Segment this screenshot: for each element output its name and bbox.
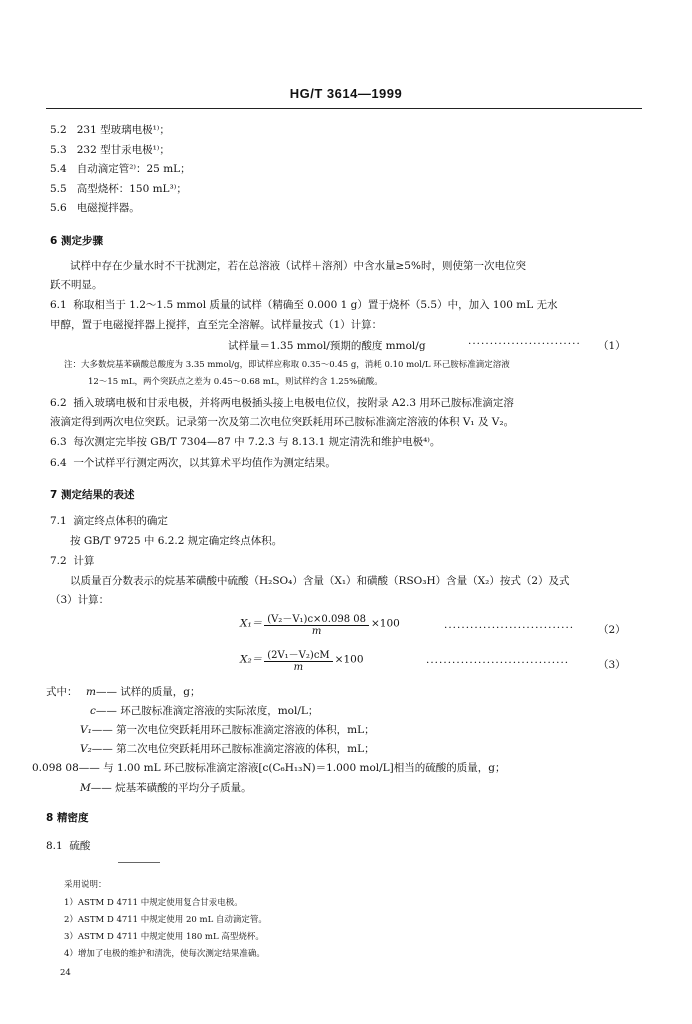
leader-dots: ······························: [444, 622, 575, 634]
paragraph-line: [50, 395, 514, 410]
formula-lhs: X₁＝: [240, 617, 263, 630]
paragraph-line: 甲醇，置于电磁搅拌器上搅拌，直至完全溶解。试样量按式（1）计算：: [50, 319, 383, 331]
list-item: [50, 200, 140, 215]
definition-text: —— 第二次电位突跃耗用环己胺标准滴定溶液的体积，mL；: [91, 743, 375, 755]
clause-number: 6.2: [50, 397, 67, 409]
item-number: 5.2: [50, 124, 67, 136]
formula-number: （1）: [598, 340, 626, 352]
formula-fraction: [264, 646, 332, 673]
paragraph-line: （3）计算：: [50, 594, 110, 606]
definition-line: [80, 741, 375, 756]
definition-text: —— 烷基苯磺酸的平均分子质量。: [90, 782, 252, 794]
paragraph-line: 按 GB/T 9725 中 6.2.2 规定确定终点体积。: [70, 535, 283, 547]
paragraph-line: [50, 434, 440, 449]
clause-title: 硫酸: [69, 840, 91, 852]
item-text: 高型烧杯：150 mL³⁾；: [76, 183, 187, 195]
definition-symbol: M: [80, 782, 91, 794]
clause-number: 7.1: [50, 515, 67, 527]
footnote-item: 2）ASTM D 4711 中规定使用 20 mL 自动滴定管。: [64, 915, 267, 925]
definition-text: —— 第一次电位突跃耗用环己胺标准滴定溶液的体积，mL；: [91, 724, 375, 736]
footnote-item: 1）ASTM D 4711 中规定使用复合甘汞电极。: [64, 898, 243, 908]
paragraph-line: [50, 297, 558, 312]
clause-number: 6.4: [50, 457, 67, 469]
footnote-separator: [118, 862, 160, 863]
item-text: 231 型玻璃电极¹⁾；: [76, 124, 170, 136]
subclause-heading: [50, 553, 94, 568]
where-label: 式中：: [46, 686, 78, 698]
fraction-numerator: (V₂－V₁)c×0.098 08: [264, 610, 369, 626]
paragraph-line: 以质量百分数表示的烷基苯磺酸中硫酸（H₂SO₄）含量（X₁）和磺酸（RSO₃H）含量（X₂）按式（2）及式: [70, 575, 570, 587]
section-heading: 8 精密度: [46, 812, 89, 824]
definition-line: [80, 722, 375, 737]
definition-text: —— 试样的质量，g；: [95, 686, 201, 698]
formula-number: （3）: [598, 659, 626, 671]
section-heading: 7 测定结果的表述: [50, 489, 135, 501]
definition-line: [86, 684, 201, 699]
clause-text: 每次测定完毕按 GB/T 7304—87 中 7.2.3 与 8.13.1 规定清洗和维护电极⁴⁾。: [73, 436, 441, 448]
item-number: 5.4: [50, 163, 67, 175]
clause-title: 滴定终点体积的确定: [73, 515, 168, 527]
clause-number: 6.3: [50, 436, 67, 448]
clause-number: 7.2: [50, 555, 67, 567]
definition-text: —— 环己胺标准滴定溶液的实际浓度，mol/L；: [95, 705, 319, 717]
clause-title: 计算: [73, 555, 95, 567]
list-item: [50, 122, 170, 137]
clause-number: 8.1: [46, 840, 63, 852]
item-text: 自动滴定管²⁾：25 mL；: [76, 163, 191, 175]
item-number: 5.6: [50, 202, 67, 214]
fraction-denominator: m: [311, 626, 322, 637]
list-item: [50, 181, 187, 196]
list-item: [50, 161, 191, 176]
formula-fraction: [264, 610, 369, 637]
paragraph-line: [50, 455, 336, 470]
item-number: 5.5: [50, 183, 67, 195]
definition-line: [90, 703, 318, 718]
paragraph-line: 液滴定得到两次电位突跃。记录第一次及第二次电位突跃耗用环己胺标准滴定溶液的体积 V₁ 及 V₂。: [50, 416, 515, 428]
definition-line: [32, 760, 505, 775]
item-text: 电磁搅拌器。: [76, 202, 140, 214]
formula-number: （2）: [598, 624, 626, 636]
fraction-denominator: m: [293, 662, 304, 673]
page-header: HG/T 3614—1999: [289, 86, 403, 101]
leader-dots: ·································: [426, 657, 570, 669]
definition-symbol: m: [86, 686, 96, 698]
header-rule: [46, 108, 642, 109]
note-line: 注：大多数烷基苯磺酸总酸度为 3.35 mmol/g，即试样应称取 0.35～0.45 g，消耗 0.10 mol/L 环己胺标准滴定溶液: [64, 360, 510, 370]
footnote-item: 3）ASTM D 4711 中规定使用 180 mL 高型烧杯。: [64, 932, 264, 942]
note-line: 12～15 mL，两个突跃点之差为 0.45～0.68 mL，则试样约含 1.25%硫酸。: [88, 377, 383, 387]
formula-tail: ×100: [334, 653, 364, 666]
clause-text: 一个试样平行测定两次，以其算术平均值作为测定结果。: [73, 457, 336, 469]
formula-lhs: X₂＝: [240, 653, 263, 666]
list-item: [50, 142, 170, 157]
footnote-item: 4）增加了电极的维护和清洗，使每次测定结果准确。: [64, 949, 265, 959]
clause-number: 6.1: [50, 299, 67, 311]
page-number: 24: [60, 968, 71, 978]
item-text: 232 型甘汞电极¹⁾；: [76, 144, 170, 156]
formula-1: 试样量＝1.35 mmol/预期的酸度 mmol/g: [228, 340, 426, 352]
section-heading: 6 测定步骤: [50, 235, 103, 247]
clause-text: 称取相当于 1.2～1.5 mmol 质量的试样（精确至 0.000 1 g）置于烧杯（5.5）中，加入 100 mL 无水: [73, 299, 558, 311]
paragraph-line: 跃不明显。: [50, 279, 103, 291]
leader-dots: ··························: [468, 338, 581, 350]
formula-tail: ×100: [370, 617, 400, 630]
item-number: 5.3: [50, 144, 67, 156]
paragraph-line: 试样中存在少量水时不干扰测定，若在总溶液（试样＋溶剂）中含水量≥5%时，则使第一次电位突: [70, 260, 526, 272]
definition-line: [80, 780, 252, 795]
definition-symbol: 0.098 08: [32, 762, 79, 774]
fraction-numerator: (2V₁－V₂)cM: [264, 646, 332, 662]
subclause-heading: [50, 513, 168, 528]
formula-2: [240, 610, 400, 637]
definition-symbol: V₂: [80, 743, 92, 755]
footnote-label: 采用说明：: [64, 880, 107, 890]
definition-symbol: V₁: [80, 724, 92, 736]
subclause-heading: [46, 838, 90, 853]
definition-text: —— 与 1.00 mL 环己胺标准滴定溶液[c(C₆H₁₃N)＝1.000 mol/L]相当的硫酸的质量，g；: [78, 762, 506, 774]
clause-text: 插入玻璃电极和甘汞电极，并将两电极插头接上电极电位仪，按附录 A2.3 用环己胺标准滴定溶: [73, 397, 514, 409]
formula-3: [240, 646, 364, 673]
definition-symbol: c: [90, 705, 96, 717]
